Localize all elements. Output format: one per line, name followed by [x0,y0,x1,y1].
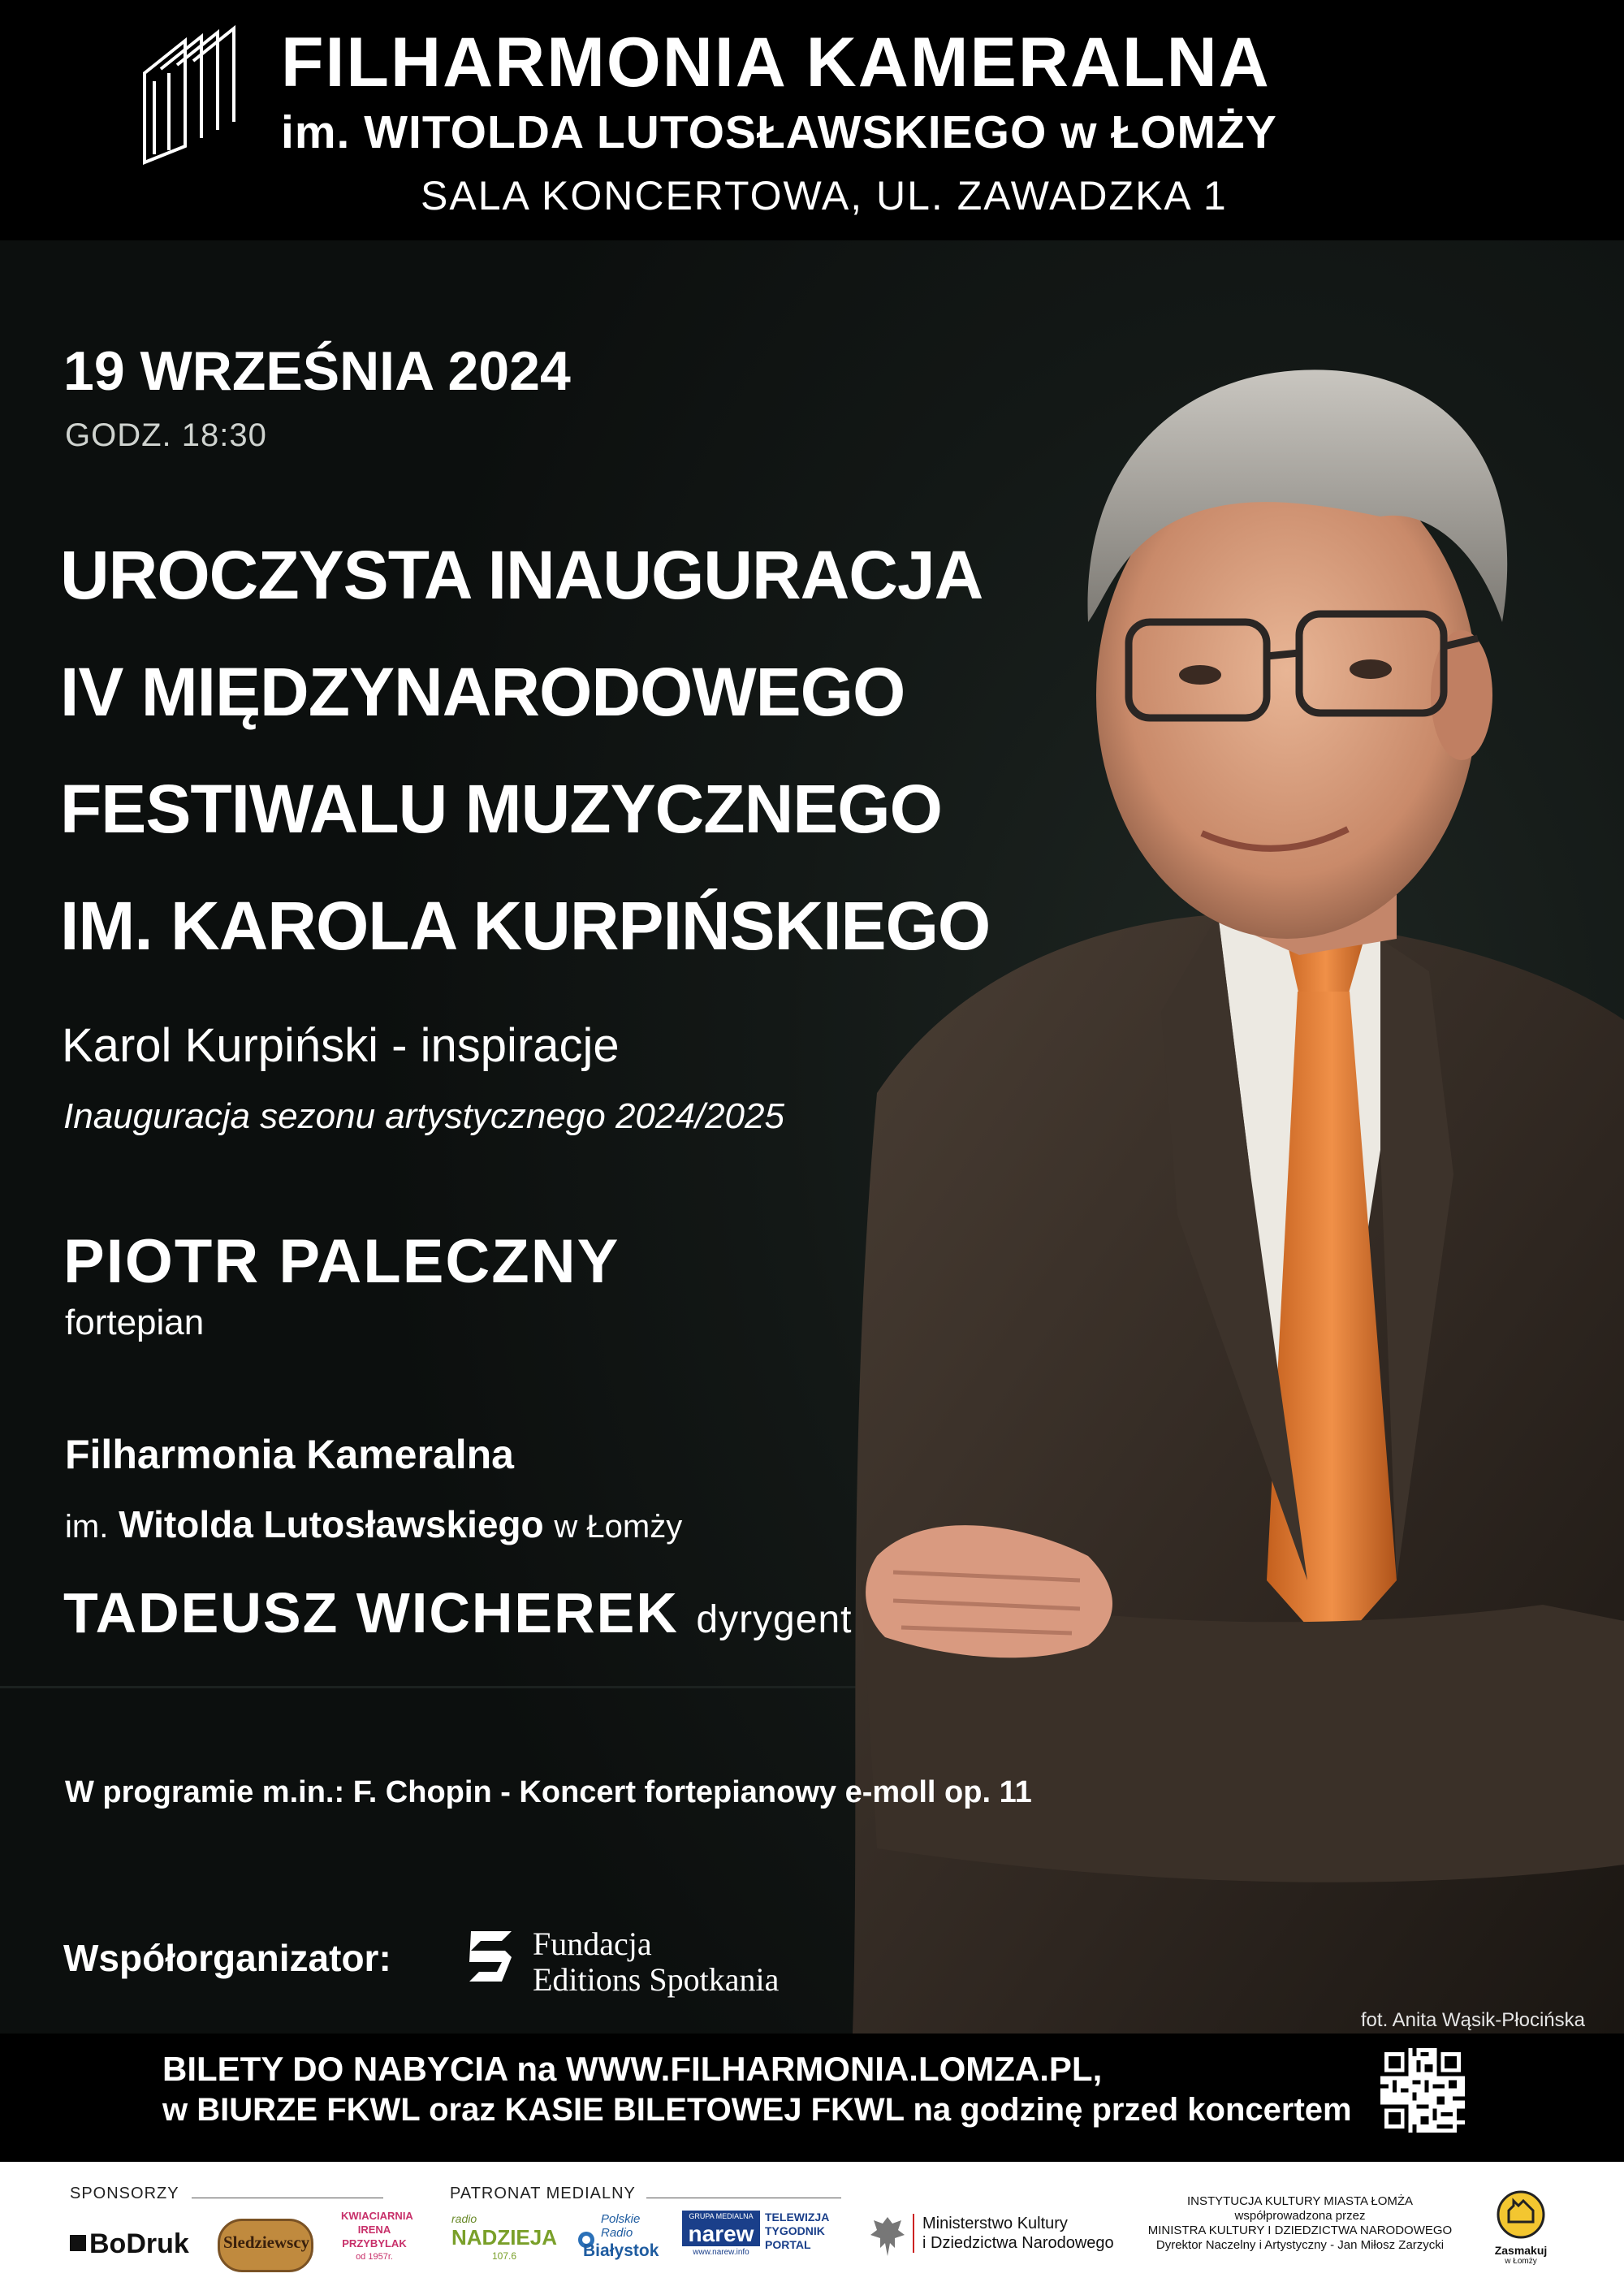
kwiaciarnia-line1: KWIACIARNIA [341,2210,413,2222]
bodruk-logo[interactable] [70,2228,189,2260]
coorganizer-name-line2: Editions Spotkania [533,1961,780,1998]
event-headline [60,516,990,984]
ministry-logo[interactable] [867,2209,1119,2266]
fundacja-logo-icon [464,1928,518,1985]
ministry-line2: i Dziedzictwa Narodowego [922,2234,1114,2252]
narew-url: www.narew.info [693,2248,749,2257]
coorganizer-name-line1: Fundacja [533,1925,652,1962]
orchestra-line1: Filharmonia Kameralna [65,1432,514,1477]
pianist-portrait [0,240,1624,2034]
bodruk-name: BoDruk [89,2228,189,2259]
event-time: GODZ. 18:30 [65,417,267,453]
polskie-radio-line2: Radio [601,2226,633,2240]
institution-line3: MINISTRA KULTURY I DZIEDZICTWA NARODOWEGO [1147,2224,1453,2237]
narew-right-2: TYGODNIK [765,2224,825,2237]
zasmakuj-line2: w Łomży [1505,2257,1537,2266]
sledziewscy-name: Sledziewscy [223,2232,310,2252]
institution-line4: Dyrektor Naczelny i Artystyczny - Jan Miłosz Zarzycki [1155,2238,1445,2252]
header-subtitle: im. WITOLDA LUTOSŁAWSKIEGO w ŁOMŻY [281,106,1277,158]
orchestra-patron: Witolda Lutosławskiego [119,1503,544,1545]
narew-logo[interactable] [682,2211,849,2259]
sledziewscy-logo[interactable] [218,2219,313,2272]
headline-line: IV MIĘDZYNARODOWEGO [60,654,905,730]
kwiaciarnia-line2: IRENA [357,2224,391,2236]
bodruk-mark-icon [70,2235,86,2251]
polskie-radio-line1: Polskie [601,2212,641,2226]
headline-line: IM. KAROLA KURPIŃSKIEGO [60,888,991,964]
radio-nadzieja-logo[interactable] [451,2212,558,2262]
narew-right-3: PORTAL [765,2238,811,2251]
orchestra-prefix: im. [65,1509,109,1545]
header-venue: SALA KONCERTOWA, UL. ZAWADZKA 1 [421,173,1228,218]
soloist-instrument: fortepian [65,1303,205,1342]
orchestra-line2 [65,1502,682,1546]
coorganizer-label: Współorganizator: [63,1937,391,1979]
photo-area [0,240,1624,2034]
tickets-line2: w BIURZE FKWL oraz KASIE BILETOWEJ FKWL na godzinę przed koncertem [162,2092,1352,2128]
photo-credit: fot. Anita Wąsik-Płocińska [1360,2009,1585,2031]
program-note: W programie m.in.: F. Chopin - Koncert fortepianowy e-moll op. 11 [65,1775,1032,1809]
conductor-role: dyrygent [696,1598,853,1641]
zasmakuj-line1: Zasmakuj [1494,2244,1548,2257]
conductor-name: TADEUSZ WICHEREK [63,1581,679,1645]
header-title: FILHARMONIA KAMERALNA [281,24,1271,102]
event-date: 19 WRZEŚNIA 2024 [63,340,571,402]
headline-line: FESTIWALU MUZYCZNEGO [60,771,942,847]
narew-top: GRUPA MEDIALNA [682,2211,760,2222]
nadzieja-name: NADZIEJA [451,2225,558,2250]
sponsors-strip [0,2162,1624,2295]
sponsors-label: SPONSORZY [70,2185,179,2202]
event-subtitle: Karol Kurpiński - inspiracje [62,1019,620,1072]
zasmakuj-logo[interactable] [1486,2189,1556,2266]
institution-note [1117,2194,1483,2253]
media-label: PATRONAT MEDIALNY [450,2185,636,2202]
tickets-line1: BILETY DO NABYCIA na WWW.FILHARMONIA.LOMZA.PL, [162,2050,1103,2088]
coorganizer-name [533,1926,779,1998]
kwiaciarnia-logo[interactable] [341,2209,413,2264]
nadzieja-small: radio [451,2212,477,2225]
headline-line: UROCZYSTA INAUGURACJA [60,537,983,613]
header-bar [0,0,1624,240]
nadzieja-freq: 107.6 [491,2250,516,2262]
soloist-name: PIOTR PALECZNY [63,1227,620,1296]
kwiaciarnia-line4: od 1957r. [356,2252,393,2262]
tickets-bar [0,2034,1624,2162]
institution-line2: współprowadzona przez [1234,2209,1366,2223]
philharmonic-logo-icon [136,24,242,171]
eagle-emblem-icon [867,2212,908,2261]
conductor [63,1580,852,1645]
orchestra-suffix: w Łomży [554,1509,683,1545]
kwiaciarnia-line3: PRZYBYLAK [342,2237,407,2250]
event-season: Inauguracja sezonu artystycznego 2024/2025 [63,1096,784,1136]
zasmakuj-emblem-icon [1496,2189,1546,2240]
ministry-line1: Ministerstwo Kultury [922,2215,1068,2232]
polskie-radio-line3: Białystok [583,2241,659,2260]
narew-right-1: TELEWIZJA [765,2211,830,2224]
qr-code-icon[interactable] [1380,2048,1465,2133]
institution-line1: INSTYTUCJA KULTURY MIASTA ŁOMŻA [1186,2194,1414,2208]
narew-name: narew [682,2222,760,2246]
